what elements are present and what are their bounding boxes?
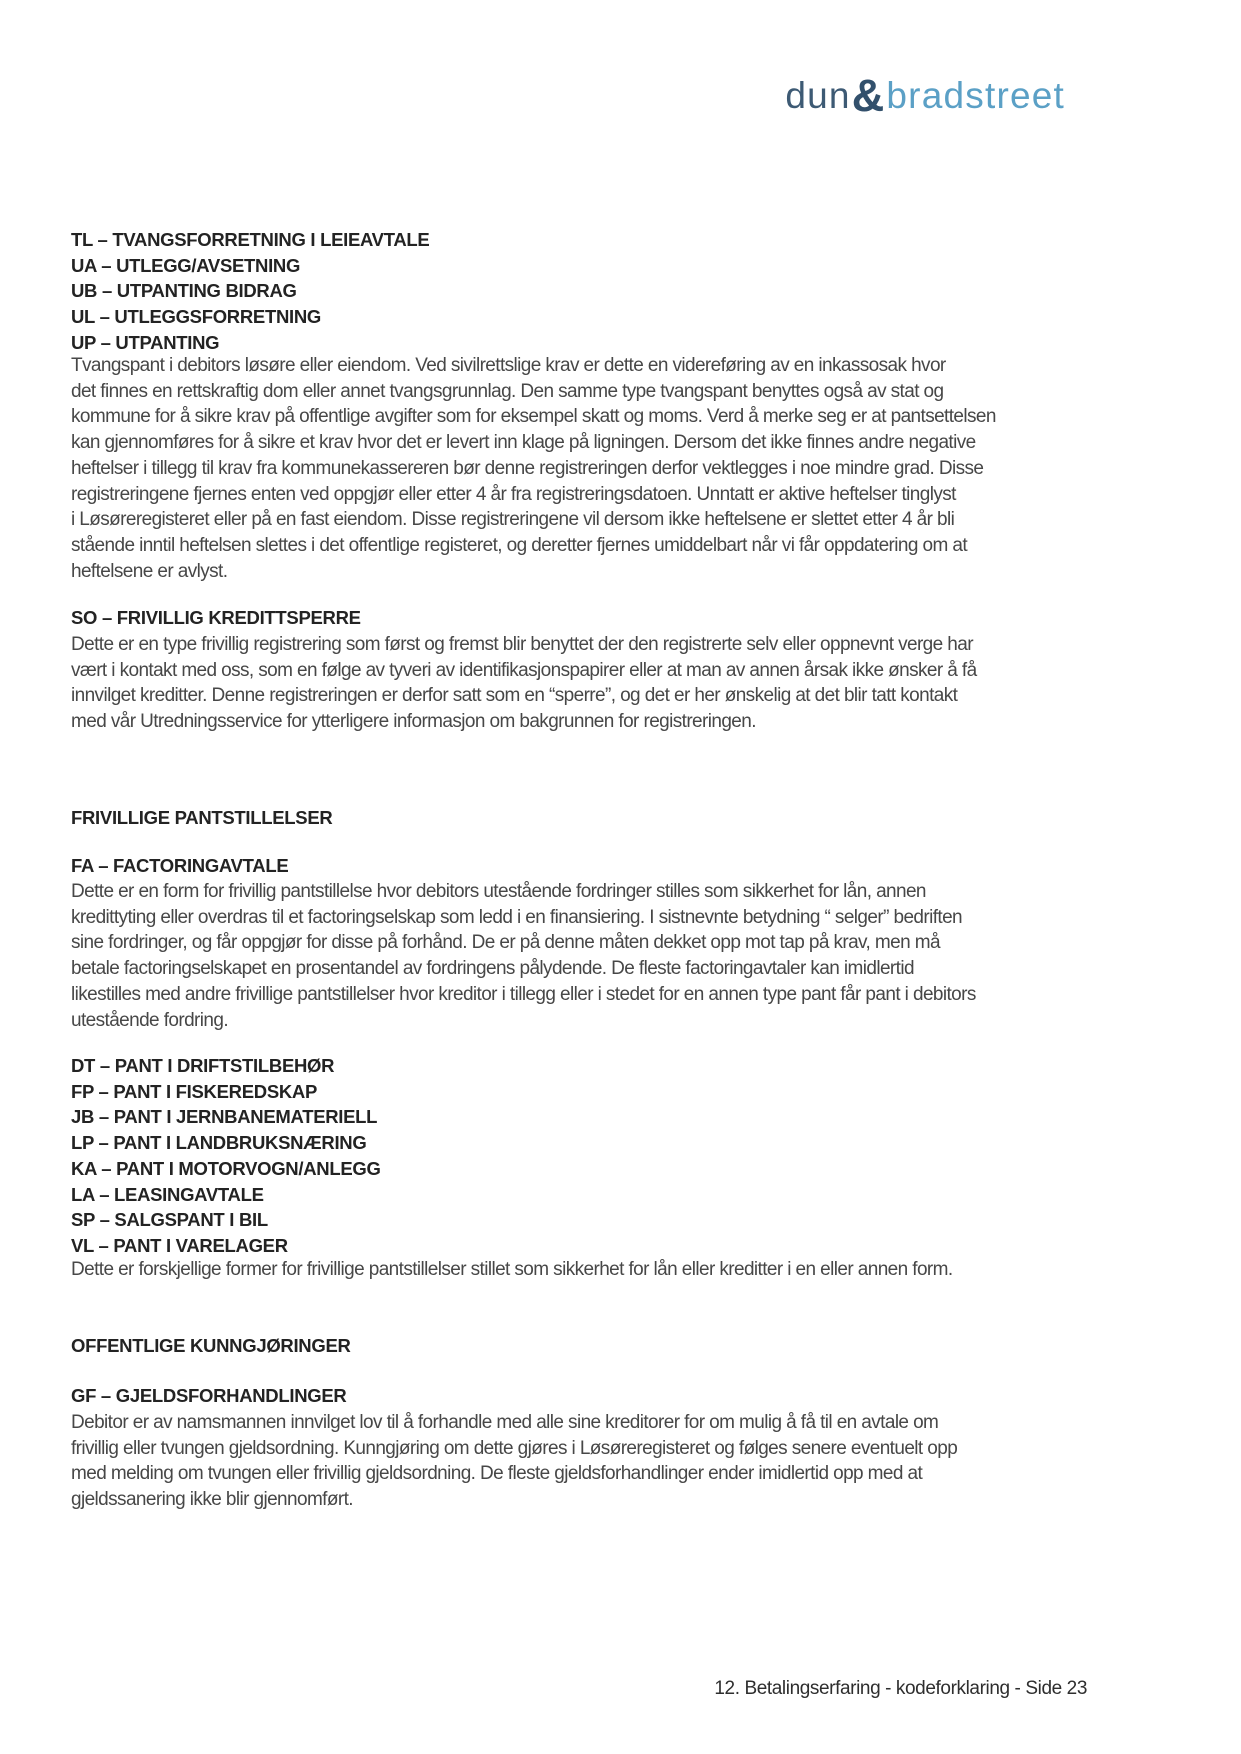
factoring-heading: FA – FACTORINGAVTALE: [71, 855, 289, 876]
logo-text-dun: dun: [785, 75, 851, 116]
logo-ampersand-icon: &: [851, 70, 886, 121]
paragraph-line: Dette er en type frivillig registrering som først og fremst blir benyttet der den registrerte selv eller oppnevnt verge har: [71, 634, 973, 655]
pant-paragraph: [71, 1257, 953, 1283]
paragraph-line: heftelser i tillegg til krav fra kommunekassereren bør denne registreringen derfor vektlegges i noe mindre grad. Disse: [71, 457, 984, 479]
paragraph-line: utestående fordring.: [71, 1009, 229, 1031]
frivillige-section-heading: FRIVILLIGE PANTSTILLELSER: [71, 807, 333, 828]
paragraph-line: kredittyting eller overdras til et factoringselskap som ledd i en finansiering. I sistnevnte betydning “ selger” bedriften: [71, 906, 963, 928]
paragraph-line: stående inntil heftelsen slettes i det offentlige registeret, og deretter fjernes umiddelbart når vi får oppdatering om at: [71, 534, 968, 556]
code-item: SP – SALGSPANT I BIL: [71, 1209, 268, 1231]
tvangspant-code-list: [71, 227, 429, 356]
paragraph-line: Debitor er av namsmannen innvilget lov til å forhandle med alle sine kreditorer for om mulig å få til en avtale om: [71, 1412, 939, 1433]
tvangspant-paragraph: [71, 353, 996, 584]
paragraph-line: Dette er en form for frivillig pantstillelse hvor debitors utestående fordringer stilles som sikkerhet for lån, annen: [71, 881, 926, 902]
paragraph-line: Dette er forskjellige former for frivillige pantstillelser stillet som sikkerhet for lån eller kreditter i en eller annen form.: [71, 1259, 953, 1280]
dun-bradstreet-logo: [785, 70, 1065, 121]
code-item: VL – PANT I VARELAGER: [71, 1234, 288, 1256]
code-item: JB – PANT I JERNBANEMATERIELL: [71, 1106, 378, 1128]
paragraph-line: kan gjennomføres for å sikre et krav hvor det er levert inn klage på ligningen. Dersom det ikke finnes andre negative: [71, 432, 976, 454]
page-footer: 12. Betalingserfaring - kodeforklaring - Side 23: [714, 1678, 1087, 1699]
kredittsperre-paragraph: [71, 632, 977, 735]
paragraph-line: kommune for å sikre krav på offentlige avgifter som for eksempel skatt og moms. Verd å merke seg er at pantsettelsen: [71, 406, 996, 428]
paragraph-line: sine fordringer, og får oppgjør for disse på forhånd. De er på denne måten dekket opp mot tap på krav, men må: [71, 932, 940, 954]
code-item: UP – UTPANTING: [71, 331, 220, 353]
paragraph-line: frivillig eller tvungen gjeldsordning. Kunngjøring om dette gjøres i Løsøreregisteret og følges senere eventuelt opp: [71, 1437, 958, 1459]
paragraph-line: i Løsøreregisteret eller på en fast eiendom. Disse registreringene vil dersom ikke heftelsene er slettet etter 4 år bli: [71, 509, 955, 531]
code-item: LA – LEASINGAVTALE: [71, 1183, 264, 1205]
paragraph-line: Tvangspant i debitors løsøre eller eiendom. Ved sivilrettslige krav er dette en videreføring av en inkassosak hvor: [71, 355, 946, 376]
gjeldsforhandlinger-heading: GF – GJELDSFORHANDLINGER: [71, 1385, 347, 1406]
code-item: UL – UTLEGGSFORRETNING: [71, 306, 322, 328]
paragraph-line: det finnes en rettskraftig dom eller annet tvangsgrunnlag. Den samme type tvangspant benyttes også av stat og: [71, 380, 944, 402]
factoring-paragraph: [71, 879, 976, 1033]
paragraph-line: betale factoringselskapet en prosentandel av fordringens pålydende. De fleste factoringavtaler kan imidlertid: [71, 958, 914, 980]
paragraph-line: gjeldssanering ikke blir gjennomført.: [71, 1489, 353, 1511]
gjeldsforhandlinger-paragraph: [71, 1410, 957, 1513]
code-item: DT – PANT I DRIFTSTILBEHØR: [71, 1055, 335, 1076]
code-item: UA – UTLEGG/AVSETNING: [71, 254, 301, 276]
code-item: LP – PANT I LANDBRUKSNÆRING: [71, 1132, 367, 1154]
pant-code-list: [71, 1053, 381, 1259]
paragraph-line: heftelsene er avlyst.: [71, 560, 228, 582]
paragraph-line: likestilles med andre frivillige pantstillelser hvor kreditor i tillegg eller i stedet for en annen type pant får pant i debitors: [71, 983, 976, 1005]
paragraph-line: registreringene fjernes enten ved oppgjør eller etter 4 år fra registreringsdatoen. Unntatt er aktive heftelser tinglyst: [71, 483, 956, 505]
paragraph-line: vært i kontakt med oss, som en følge av tyveri av identifikasjonspapirer eller at man av annen årsak ikke ønsker å få: [71, 659, 977, 681]
paragraph-line: med melding om tvungen eller frivillig gjeldsordning. De fleste gjeldsforhandlinger ender imidlertid opp med at: [71, 1463, 923, 1485]
code-item: UB – UTPANTING BIDRAG: [71, 280, 297, 302]
logo-text-bradstreet: bradstreet: [886, 75, 1065, 116]
offentlige-section-heading: OFFENTLIGE KUNNGJØRINGER: [71, 1335, 351, 1356]
paragraph-line: med vår Utredningsservice for ytterligere informasjon om bakgrunnen for registreringen.: [71, 711, 756, 733]
code-item: TL – TVANGSFORRETNING I LEIEAVTALE: [71, 229, 430, 250]
paragraph-line: innvilget kreditter. Denne registreringen er derfor satt som en “sperre”, og det er her ønskelig at det blir tatt kontakt: [71, 685, 958, 707]
code-item: FP – PANT I FISKEREDSKAP: [71, 1080, 318, 1102]
kredittsperre-heading: SO – FRIVILLIG KREDITTSPERRE: [71, 607, 361, 628]
code-item: KA – PANT I MOTORVOGN/ANLEGG: [71, 1157, 381, 1179]
